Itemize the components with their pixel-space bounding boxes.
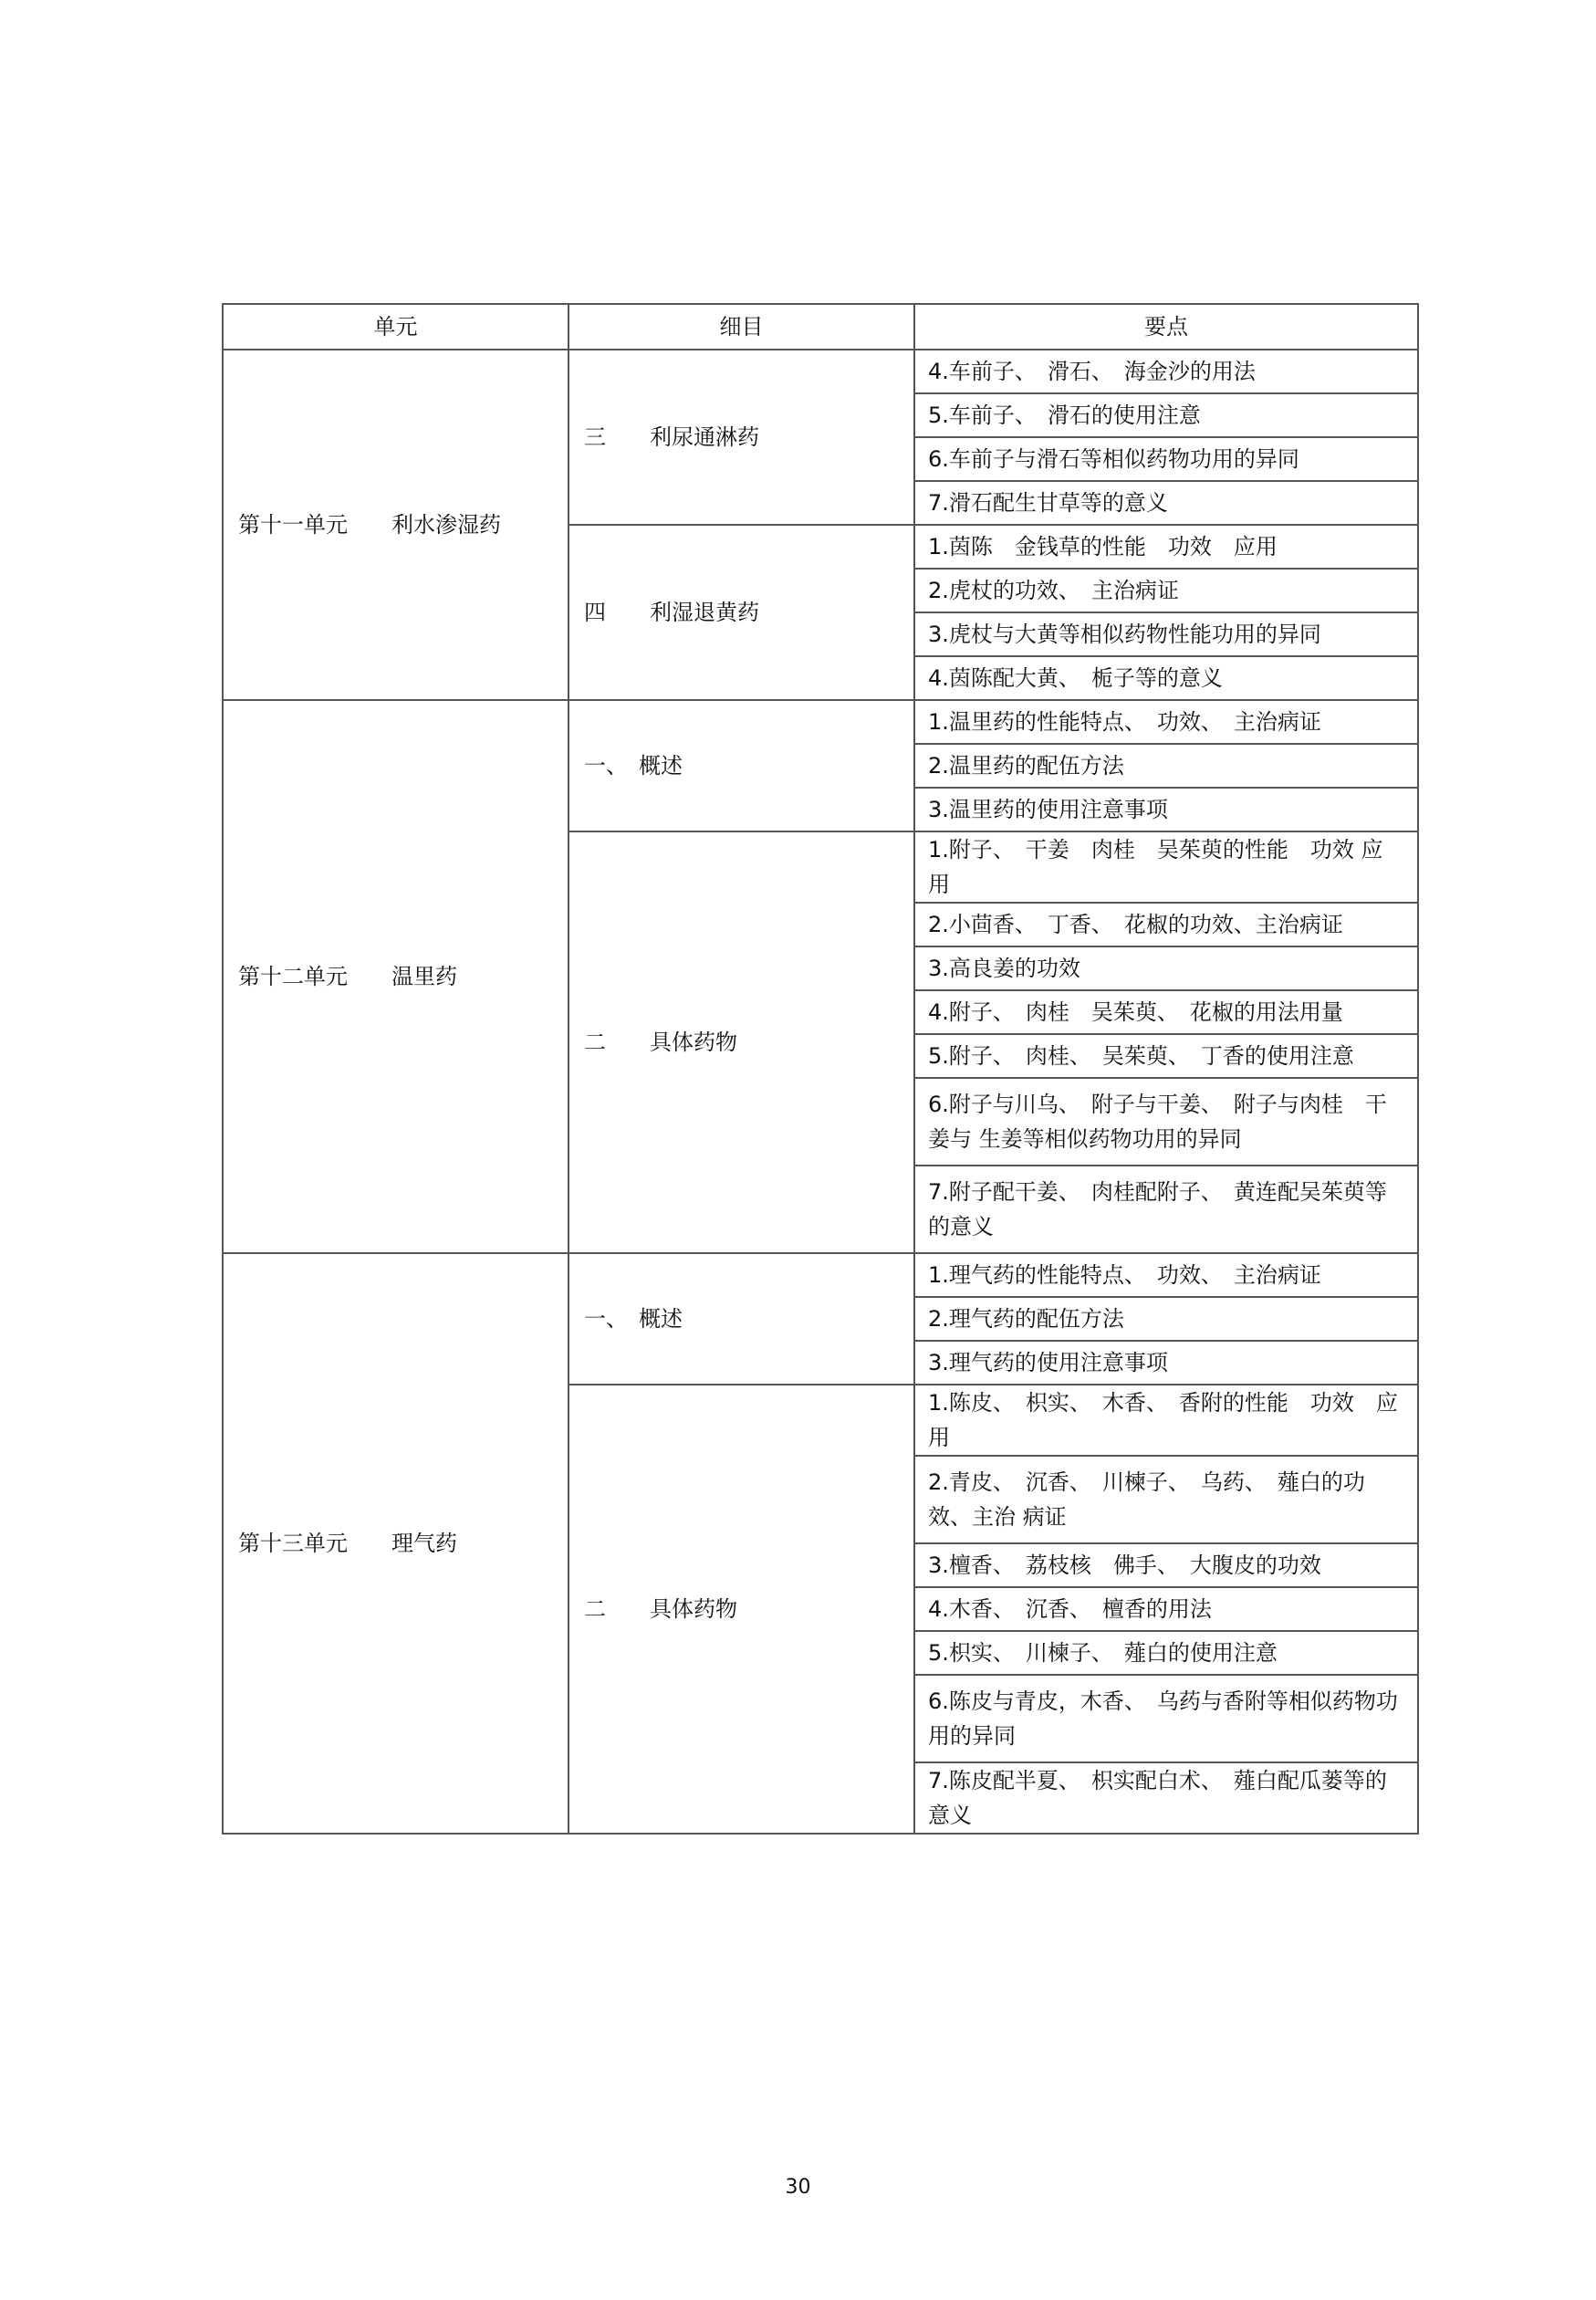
key-point-cell: 3.理气药的使用注意事项 bbox=[914, 1341, 1418, 1385]
key-point-cell: 1.理气药的性能特点、 功效、 主治病证 bbox=[914, 1253, 1418, 1297]
key-point-cell: 4.附子、 肉桂 吴茱萸、 花椒的用法用量 bbox=[914, 990, 1418, 1034]
key-point-cell: 2.小茴香、 丁香、 花椒的功效、主治病证 bbox=[914, 903, 1418, 946]
detail-cell: 二 具体药物 bbox=[569, 1385, 914, 1834]
key-point-cell: 1.温里药的性能特点、 功效、 主治病证 bbox=[914, 700, 1418, 744]
detail-cell: 四 利湿退黄药 bbox=[569, 525, 914, 700]
key-point-cell: 3.檀香、 荔枝核 佛手、 大腹皮的功效 bbox=[914, 1543, 1418, 1587]
key-point-cell: 5.车前子、 滑石的使用注意 bbox=[914, 393, 1418, 437]
detail-cell: 一、 概述 bbox=[569, 1253, 914, 1385]
detail-cell: 一、 概述 bbox=[569, 700, 914, 831]
syllabus-table bbox=[222, 303, 1419, 1835]
header-detail: 细目 bbox=[569, 304, 914, 350]
unit-cell: 第十二单元 温里药 bbox=[223, 700, 569, 1253]
table-row bbox=[223, 700, 1418, 744]
page-number: 30 bbox=[785, 2176, 811, 2199]
key-point-cell: 5.附子、 肉桂、 吴茱萸、 丁香的使用注意 bbox=[914, 1034, 1418, 1078]
detail-cell: 三 利尿通淋药 bbox=[569, 350, 914, 525]
key-point-cell: 2.温里药的配伍方法 bbox=[914, 744, 1418, 788]
key-point-cell: 2.虎杖的功效、 主治病证 bbox=[914, 569, 1418, 612]
key-point-cell: 3.温里药的使用注意事项 bbox=[914, 788, 1418, 831]
key-point-cell: 6.车前子与滑石等相似药物功用的异同 bbox=[914, 437, 1418, 481]
key-point-cell: 1.附子、 干姜 肉桂 吴茱萸的性能 功效 应用 bbox=[914, 831, 1418, 903]
key-point-cell: 3.高良姜的功效 bbox=[914, 946, 1418, 990]
header-key-points: 要点 bbox=[914, 304, 1418, 350]
key-point-cell: 7.滑石配生甘草等的意义 bbox=[914, 481, 1418, 525]
key-point-cell: 4.茵陈配大黄、 栀子等的意义 bbox=[914, 656, 1418, 700]
unit-cell: 第十三单元 理气药 bbox=[223, 1253, 569, 1834]
key-point-cell: 6.陈皮与青皮，木香、 乌药与香附等相似药物功用的异同 bbox=[914, 1675, 1418, 1762]
key-point-cell: 7.陈皮配半夏、 枳实配白术、 薤白配瓜蒌等的意义 bbox=[914, 1762, 1418, 1834]
detail-cell: 二 具体药物 bbox=[569, 831, 914, 1253]
key-point-cell: 4.木香、 沉香、 檀香的用法 bbox=[914, 1587, 1418, 1631]
table-row bbox=[223, 350, 1418, 393]
table-row bbox=[223, 1253, 1418, 1297]
key-point-cell: 2.青皮、 沉香、 川楝子、 乌药、 薤白的功效、主治 病证 bbox=[914, 1456, 1418, 1543]
key-point-cell: 6.附子与川乌、 附子与干姜、 附子与肉桂 干姜与 生姜等相似药物功用的异同 bbox=[914, 1078, 1418, 1166]
key-point-cell: 7.附子配干姜、 肉桂配附子、 黄连配吴茱萸等的意义 bbox=[914, 1166, 1418, 1253]
key-point-cell: 5.枳实、 川楝子、 薤白的使用注意 bbox=[914, 1631, 1418, 1675]
key-point-cell: 2.理气药的配伍方法 bbox=[914, 1297, 1418, 1341]
unit-cell: 第十一单元 利水渗湿药 bbox=[223, 350, 569, 700]
key-point-cell: 3.虎杖与大黄等相似药物性能功用的异同 bbox=[914, 612, 1418, 656]
key-point-cell: 4.车前子、 滑石、 海金沙的用法 bbox=[914, 350, 1418, 393]
header-unit: 单元 bbox=[223, 304, 569, 350]
key-point-cell: 1.陈皮、 枳实、 木香、 香附的性能 功效 应用 bbox=[914, 1385, 1418, 1456]
table-header-row bbox=[223, 304, 1418, 350]
key-point-cell: 1.茵陈 金钱草的性能 功效 应用 bbox=[914, 525, 1418, 569]
